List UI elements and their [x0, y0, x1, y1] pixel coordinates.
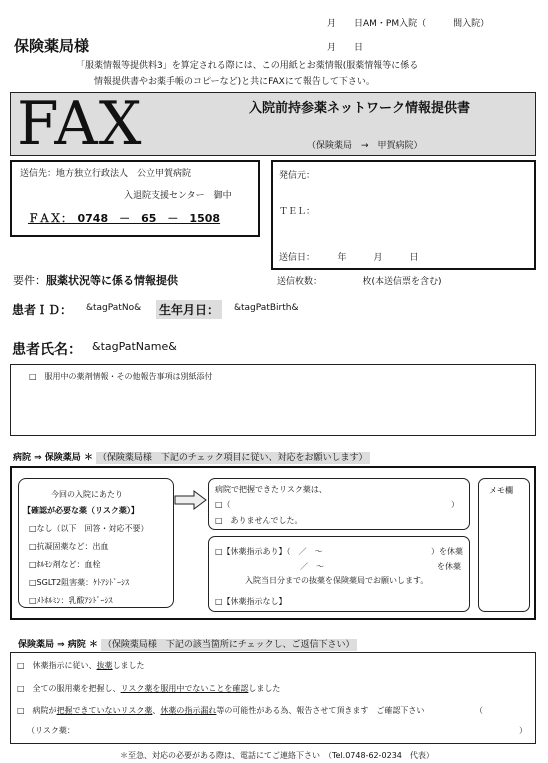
- reply-row2-underline: リスク薬を服用中でないことを確認: [120, 684, 249, 693]
- recipient-fax: ＦＡＸ： 0748 － 65 － 1508: [28, 212, 221, 225]
- sender-tel: ＴＥＬ：: [279, 207, 316, 217]
- holiday-suffix-2: を休薬: [437, 562, 461, 571]
- recipient-dept: 入退院支援センター 御中: [124, 191, 232, 201]
- reply-row1-underline: 抜薬: [96, 661, 113, 670]
- reply-row2-post: しました: [248, 684, 281, 693]
- category-hormone[interactable]: □ﾎﾙﾓﾝ剤など：血栓: [29, 560, 101, 569]
- page-count: 送信枚数： 枚(本送信票を含む): [277, 277, 442, 287]
- pharmacy-section-note: （保険薬局様 下記の該当箇所にチェックし、ご返信下さい）: [102, 640, 355, 650]
- page-title: 保険薬局様: [14, 37, 90, 55]
- holiday-suffix-1: ）を休薬: [431, 547, 463, 556]
- memo-label: メモ欄: [489, 486, 513, 495]
- pharmacy-section-direction: 保険薬局 ⇒ 病院 ＊: [18, 640, 98, 650]
- hospital-section-header: [13, 450, 370, 463]
- notice-line-2: 情報提供書やお薬手帳のコピーなど)と共にFAXにて報告して下さい。: [94, 77, 375, 87]
- reply-row2-text: □ 全ての服用薬を把握し、: [17, 684, 121, 693]
- document-title: 入院前持参薬ネットワーク情報提供書: [249, 101, 471, 116]
- reply-row3-post: 等の可能性がある為、報告させて頂きます ご確認下さい: [216, 706, 425, 715]
- hospital-section-direction: 病院 ⇒ 保険薬局 ＊: [13, 453, 93, 463]
- subject-label: 要件：: [13, 274, 46, 287]
- footer-contact: ＊至急、対応の必要がある際は、電話にてご連絡下さい （Tel.0748-62-0234 代表）: [120, 751, 434, 760]
- direction-note: （保険薬局 → 甲賀病院）: [307, 141, 423, 151]
- category-metformin[interactable]: □ﾒﾄﾎﾙﾐﾝ：乳酸ｱｼﾄﾞｰｼｽ: [29, 596, 113, 605]
- drug-holiday-box: [208, 536, 470, 612]
- holiday-note: 入院当日分までの抜薬を保険薬局でお願いします。: [245, 576, 429, 585]
- holiday-dash: ／ ～: [300, 562, 324, 571]
- sender-box: [271, 160, 536, 270]
- admission-date-line: 月 日AM・PM入院（ 間入院）: [327, 19, 490, 29]
- holiday-instruction-checkbox[interactable]: □【休薬指示あり】（ ／ ～: [215, 547, 323, 556]
- subject: [13, 272, 178, 288]
- hospital-section-box: [10, 466, 536, 620]
- identified-risk-box: [208, 478, 470, 530]
- risk-title: 病院で把握できたリスク薬は、: [215, 485, 327, 494]
- category-none[interactable]: □なし（以下 回答・対応不要）: [29, 524, 149, 533]
- reply-row-report[interactable]: [17, 705, 424, 716]
- reply-row3-text: □ 病院が: [17, 706, 57, 715]
- no-risk-checkbox[interactable]: □ ありませんでした。: [215, 516, 303, 525]
- fax-banner: [10, 89, 536, 159]
- left-subtitle: 【確認が必要な薬（リスク薬）】: [23, 506, 139, 515]
- birth-date-label: 生年月日：: [156, 300, 222, 319]
- risk-paren-close: ）: [451, 500, 459, 509]
- send-date: 送信日： 年 月 日: [279, 253, 419, 263]
- pharmacy-section-box: [10, 652, 536, 744]
- risk-drug-checkbox[interactable]: □（: [215, 500, 231, 509]
- fax-logo: FAX: [17, 89, 143, 159]
- attachment-box: [10, 364, 536, 436]
- arrow-right-icon: [174, 490, 208, 510]
- patient-id-label: 患者ＩＤ：: [12, 303, 73, 317]
- patient-name-value: &tagPatName&: [92, 340, 177, 353]
- no-holiday-checkbox[interactable]: □【休薬指示なし】: [215, 597, 287, 606]
- category-anticoagulant[interactable]: □抗凝固薬など：出血: [29, 542, 109, 551]
- risk-drug-categories: [18, 478, 174, 608]
- subject-text: 服薬状況等に係る情報提供: [46, 274, 178, 287]
- reply-row-confirmed[interactable]: [17, 683, 280, 694]
- reply-row1-text: □ 休薬指示に従い、: [17, 661, 97, 670]
- recipient-box: [10, 160, 260, 237]
- reply-row1-post: しました: [112, 661, 145, 670]
- reply-row3-underline-1: 把握できていないリスク薬: [56, 706, 153, 715]
- notice-line-1: 「服薬情報等提供料3」を算定される際には、この用紙とお薬情報(服薬情報等に係る: [76, 61, 419, 71]
- left-title: 今回の入院にあたり: [51, 490, 123, 499]
- risk-drug-field[interactable]: （リスク薬：: [27, 726, 75, 735]
- sender-from: 発信元：: [279, 171, 316, 181]
- reply-row4-paren-close: ）: [519, 726, 527, 735]
- pharmacy-section-header: [18, 637, 357, 650]
- reply-row3-underline-2: 休薬の指示漏れ: [160, 706, 217, 715]
- reply-row-removed[interactable]: [17, 660, 145, 671]
- attachment-note: □ 服用中の薬剤情報・その他報告事項は別紙添付: [29, 372, 213, 381]
- memo-box[interactable]: [478, 478, 530, 612]
- date-line: 月 日: [327, 43, 364, 53]
- reply-row3-paren-open: （: [475, 706, 483, 715]
- patient-id-value: &tagPatNo&: [86, 303, 142, 313]
- hospital-section-note: （保険薬局様 下記のチェック項目に従い、対応をお願いします）: [97, 453, 368, 463]
- birth-date-value: &tagPatBirth&: [234, 303, 299, 313]
- recipient-name: 送信先：地方独立行政法人 公立甲賀病院: [20, 169, 192, 179]
- reply-row3-mid: 、: [152, 706, 161, 715]
- patient-name-label: 患者氏名：: [12, 342, 82, 358]
- category-sglt2[interactable]: □SGLT2阻害薬：ｹﾄｱｼﾄﾞｰｼｽ: [29, 578, 130, 587]
